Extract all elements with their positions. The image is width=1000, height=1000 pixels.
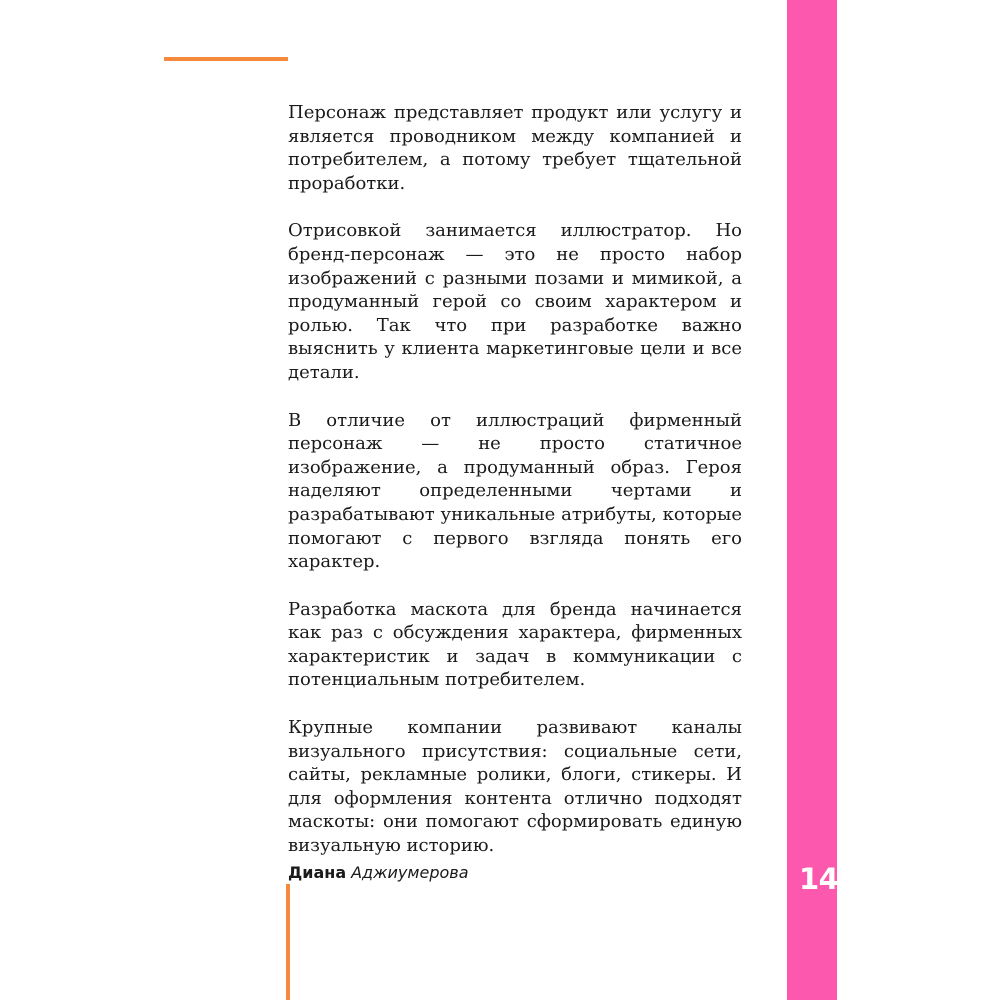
paragraph-5: Крупные компании развивают каналы визуального присутствия: социальные сети, сайты, рекламные ролики, блоги, стикеры. И для оформления контента отлично подходят маскоты: они помогают сформировать единую визуальную историю.	[288, 717, 742, 857]
bottom-accent-rule	[286, 884, 290, 1000]
page-edge-band	[787, 0, 837, 1000]
page-number: 14	[799, 862, 839, 896]
paragraph-3: В отличие от иллюстраций фирменный персонаж — не просто статичное изображение, а продуманный образ. Героя наделяют определенными чертами и разрабатывают уникальные атрибуты, которые помогают с первого взгляда понять его характер.	[288, 409, 742, 573]
author-first-name: Диана	[288, 863, 347, 882]
paragraph-4: Разработка маскота для бренда начинается как раз с обсуждения характера, фирменных характеристик и задач в коммуникации с потенциальным потребителем.	[288, 598, 742, 691]
author-name	[288, 862, 469, 884]
paragraph-1: Персонаж представляет продукт или услугу и является проводником между компанией и потребителем, а потому требует тщательной проработки.	[288, 102, 742, 194]
body-text	[288, 101, 742, 882]
paragraph-2: Отрисовкой занимается иллюстратор. Но бренд-персонаж — это не просто набор изображений с разными позами и мимикой, а продуманный герой со своим характером и ролью. Так что при разработке важно выяснить у клиента маркетинговые цели и все детали.	[288, 220, 742, 383]
top-accent-rule	[164, 57, 288, 61]
author-last-name: Аджиумерова	[351, 863, 469, 882]
